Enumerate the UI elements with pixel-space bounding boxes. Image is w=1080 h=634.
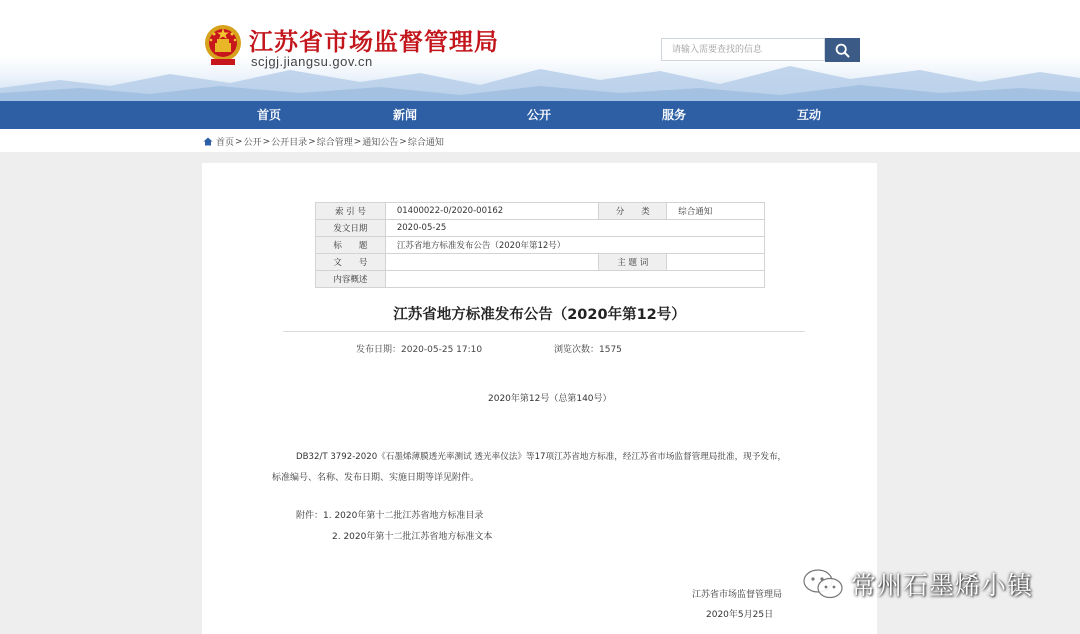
breadcrumb-bar: [0, 129, 1080, 152]
table-row: [316, 220, 765, 237]
body-paragraph-line1: DB32/T 3792-2020《石墨烯薄膜透光率测试 透光率仪法》等17项江苏省地方标准，经江苏省市场监督管理局批准，现予发布，: [296, 452, 787, 462]
home-icon: [203, 137, 213, 146]
breadcrumb-separator: >: [308, 136, 316, 147]
subject-label: 主 题 词: [599, 254, 667, 271]
main-nav: [0, 101, 1080, 129]
national-emblem-logo: [203, 23, 243, 67]
search-icon: [835, 43, 850, 58]
table-row: [316, 271, 765, 288]
wechat-watermark: [801, 566, 1033, 602]
site-header: [0, 0, 1080, 101]
summary-value: [385, 271, 764, 288]
breadcrumb-separator: >: [235, 136, 243, 147]
header-mountain-background: [0, 0, 1080, 101]
index-number-value: 01400022-0/2020-00162: [385, 203, 599, 220]
subject-value: [667, 254, 765, 271]
issuer-signature: 江苏省市场监督管理局: [692, 590, 783, 600]
doc-number-label: 文 号: [316, 254, 386, 271]
doc-title-label: 标 题: [316, 237, 386, 254]
breadcrumb-public[interactable]: 公开: [243, 138, 262, 148]
search-button[interactable]: [825, 38, 860, 62]
search-input[interactable]: [661, 38, 825, 61]
index-number-label: 索 引 号: [316, 203, 386, 220]
document-metadata-table: [315, 202, 765, 288]
view-count: 浏览次数：1575: [554, 345, 622, 355]
breadcrumb-separator: >: [353, 136, 362, 147]
title-divider: [283, 331, 805, 332]
summary-label: 内容概述: [316, 271, 386, 288]
site-url: scjgj.jiangsu.gov.cn: [251, 54, 373, 69]
site-title[interactable]: 江苏省市场监督管理局: [249, 28, 499, 56]
breadcrumb-public-catalog[interactable]: 公开目录: [271, 138, 308, 148]
table-row: [316, 254, 765, 271]
doc-number-value: [385, 254, 599, 271]
breadcrumb-separator: >: [262, 136, 271, 147]
breadcrumb-home[interactable]: 首页: [216, 138, 235, 148]
issue-date-signature: 2020年5月25日: [706, 610, 774, 620]
nav-item-interaction[interactable]: 互动: [796, 108, 821, 122]
watermark-text: 常州石墨烯小镇: [851, 571, 1034, 600]
issue-date-label: 发文日期: [316, 220, 386, 237]
nav-item-public[interactable]: 公开: [526, 108, 551, 122]
table-row: [316, 237, 765, 254]
nav-item-home[interactable]: 首页: [256, 108, 281, 122]
attachment-1[interactable]: 附件：1. 2020年第十二批江苏省地方标准目录: [296, 511, 484, 521]
nav-item-service[interactable]: 服务: [661, 108, 686, 122]
category-label: 分 类: [599, 203, 667, 220]
breadcrumb-separator: >: [399, 136, 407, 147]
issue-number: 2020年第12号（总第140号）: [488, 394, 612, 404]
article-title: 江苏省地方标准发布公告（2020年第12号）: [393, 307, 686, 323]
wechat-icon: [801, 568, 845, 600]
breadcrumb-notices[interactable]: 通知公告: [362, 138, 399, 148]
attachment-2[interactable]: 2. 2020年第十二批江苏省地方标准文本: [332, 532, 493, 542]
breadcrumb-general-notices[interactable]: 综合通知: [407, 138, 444, 148]
issue-date-value: 2020-05-25: [385, 220, 764, 237]
breadcrumb: [203, 135, 444, 148]
nav-item-news[interactable]: 新闻: [392, 108, 417, 122]
doc-title-value: 江苏省地方标准发布公告（2020年第12号）: [385, 237, 764, 254]
breadcrumb-general-management[interactable]: 综合管理: [316, 138, 353, 148]
publish-time: 发布日期：2020-05-25 17:10: [356, 345, 483, 355]
article-panel: [202, 163, 877, 634]
table-row: [316, 203, 765, 220]
body-paragraph-line2: 标准编号、名称、发布日期、实施日期等详见附件。: [272, 473, 480, 483]
category-value: 综合通知: [667, 203, 765, 220]
